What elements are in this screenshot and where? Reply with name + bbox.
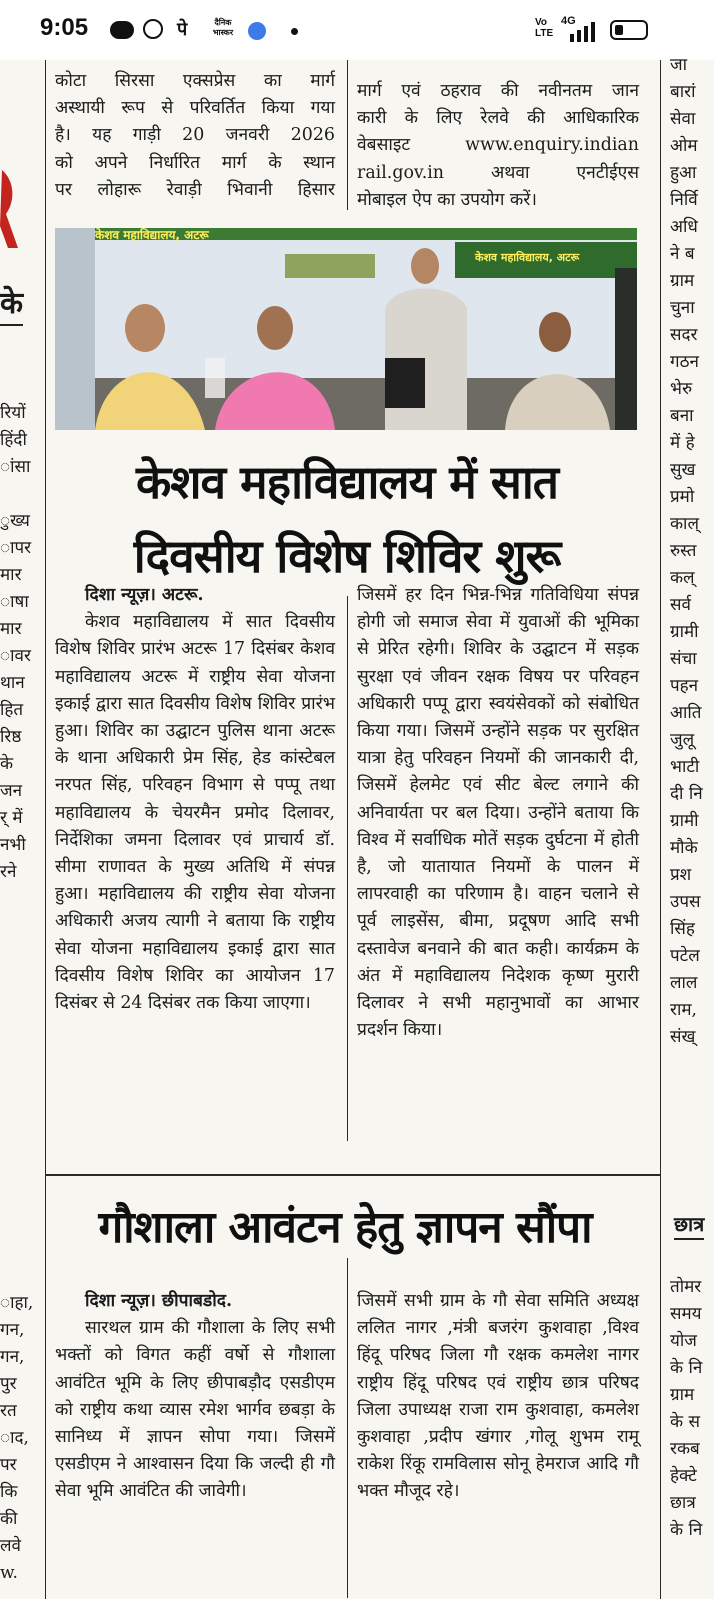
banner-text-left: केशव महाविद्यालय, अटरू [95, 228, 209, 242]
signal-icon [568, 22, 596, 42]
cropped-text-line: ग्रामी [670, 811, 699, 831]
cropped-text-line: जा [670, 55, 688, 75]
cropped-text-line: निर्वि [670, 190, 698, 210]
volte-icon: Vo LTE [535, 17, 554, 39]
column-rule [347, 1258, 348, 1598]
cropped-text-line: ावर [0, 646, 31, 666]
right-column-fragment-top [670, 52, 714, 1051]
cropped-text-line: रियों [0, 403, 26, 423]
cropped-text-line: ग्रामी [670, 622, 699, 642]
cropped-text-line: भेरु [670, 379, 693, 399]
cropped-text-line: ाद, [0, 1428, 29, 1448]
cropped-text-line: के [0, 754, 14, 774]
cropped-text-line: ाषा [0, 592, 29, 612]
phonepe-icon: पे [177, 19, 188, 39]
article1-col2-body: जिसमें हर दिन भिन्न-भिन्न गतिविधिया संपन्न होगी जो समाज सेवा में युवाओं की भूमिका से प्रेरित रहेगी। शिविर के उद्घाटन में सड़क सुरक्षा एवं जीवन रक्षक विषय पर परिवहन अधिकारी पप्पू द्वारा स्वयंसेवकों को संबोधित किया गया। जिसमें उन्होंने सड़क पर सुरक्षित यात्रा हेतु परिवहन नियमों की जानकारी दी, जिसमें हेलमेट एवं सीट बेल्ट लगाने की अनिवार्यता पर बल दिया। उन्होंने बताया कि विश्व में सर्वाधिक मोतें सड़क दुर्घटना में होती है, जो यातायात नियमों के पालन में लापरवाही का परिणाम है। वाहन चलाने से पूर्व लाइसेंस, बीमा, प्रदूषण आदि सभी दस्तावेज बनवाने की बात कही। कार्यक्रम के अंत में महाविद्यालय निदेशक कृष्ण मुरारी दिलावर ने सभी महानुभावों का आभार प्रदर्शन किया। [357, 585, 639, 1041]
cropped-text-line: नभी [0, 835, 26, 855]
cropped-text-line: समय [670, 1304, 702, 1324]
cropped-text-line: हेक्टे [670, 1466, 697, 1486]
article2-headline: गौशाला आवंटन हेतु ज्ञापन सौंपा [98, 1202, 592, 1253]
cropped-text-line: हिंदी [0, 430, 27, 450]
cropped-text-line: ापर [0, 538, 32, 558]
cropped-text-line: में हे [670, 433, 695, 453]
cropped-text-line: रिष्ठ [0, 727, 22, 747]
cropped-text-line: काल् [670, 514, 699, 534]
cropped-text-line: जुलू [670, 730, 695, 750]
right-column-fragment-bottom [670, 1274, 714, 1544]
column-rule [347, 596, 348, 1141]
top-article-col1: कोटा सिरसा एक्सप्रेस का मार्ग अस्थायी रूप से परिवर्तित किया गया है। यह गाड़ी 20 जनवरी 2026 को अपने निर्धारित मार्ग के स्थान पर लोहारू रेवाड़ी भिवानी हिसार [55, 71, 335, 200]
status-bar [0, 0, 714, 60]
article-divider [46, 1174, 660, 1176]
cropped-text-line: सुख [670, 460, 696, 480]
cropped-text-line: पर [0, 1455, 17, 1475]
cropped-text-line: थान [0, 673, 25, 693]
column-rule [347, 60, 348, 210]
article2-col1 [55, 1288, 335, 1506]
cropped-text-line: ने ब [670, 244, 695, 264]
cropped-text-line: मौके [670, 838, 698, 858]
cropped-text-line: रुस्त [670, 541, 697, 561]
left-column-fragment-bottom [0, 1290, 34, 1587]
cropped-text-line: ग्राम [670, 271, 695, 291]
article1-headline: केशव महाविद्यालय में सात दिवसीय विशेष शिविर शुरू [133, 455, 561, 583]
cropped-text-line [0, 481, 30, 508]
cropped-text-line: मार [0, 619, 22, 639]
more-notifications-icon [291, 28, 298, 35]
cropped-text-line: बारां [670, 82, 696, 102]
battery-icon [610, 20, 648, 40]
cropped-text-line: बना [670, 406, 694, 426]
cropped-text-line: कि [0, 1482, 18, 1502]
banner-text-right: केशव महाविद्यालय, अटरू [475, 251, 580, 264]
cropped-text-line: सिंह [670, 919, 695, 939]
cropped-text-line: रकब [670, 1439, 700, 1459]
cropped-text-line: संख् [670, 1027, 696, 1047]
cropped-text-line: जन [0, 781, 23, 801]
cropped-text-line: ओम [670, 136, 698, 156]
top-article-col2: मार्ग एवं ठहराव की नवीनतम जान कारी के लिए रेलवे की आधिकारिक वेबसाइट www.enquiry.indian rail.gov.in अथवा एनटीईएस मोबाइल ऐप का उपयोग करें। [357, 81, 639, 210]
newspaper-page [0, 55, 714, 1599]
article1-col1 [55, 582, 335, 1017]
article2-col1-body: सारथल ग्राम की गौशाला के लिए सभी भक्तों को विगत कहीं वर्षो से गौशाला आवंटित भूमि के लिए छीपाबड़ौद एसडीएम को राष्ट्रीय कथा व्यास रमेश भार्गव छबड़ा के सानिध्य में ज्ञापन सोपा गया। जिसमें एसडीएम ने आश्वासन दिया कि जल्दी ही गौ सेवा भूमि आवंटित की जावेगी। [55, 1318, 335, 1502]
cropped-text-line: सेवा [670, 109, 696, 129]
cropped-text-line: राम, [670, 1000, 697, 1020]
cropped-text-line: की [0, 1509, 18, 1529]
column-rule [660, 60, 661, 1599]
cropped-text-line: हित [0, 700, 24, 720]
cropped-text-line: पुर [0, 1374, 17, 1394]
cropped-text-line: योज [670, 1331, 697, 1351]
cropped-text-line: ग्राम [670, 1385, 695, 1405]
cropped-text-line: दी नि [670, 784, 703, 804]
cropped-text-line: प्रमो [670, 487, 695, 507]
cropped-text-line: प्रश [670, 865, 692, 885]
cropped-text-line: र् में [0, 808, 23, 828]
right-heading-fragment: छात्र [674, 1210, 704, 1240]
article2-col2 [357, 1288, 639, 1506]
cropped-text-line: हुआ [670, 163, 697, 183]
cropped-text-line: ाहा, [0, 1293, 34, 1313]
app-notification-icon [248, 22, 266, 40]
cropped-text-line: लाल [670, 973, 698, 993]
cropped-text-line: गन, [0, 1347, 25, 1367]
article2-col2-body: जिसमें सभी ग्राम के गौ सेवा समिति अध्यक्ष ललित नागर ,मंत्री बजरंग कुशवाहा ,विश्व हिंदू परिषद जिला गौ रक्षक कमलेश नागर राष्ट्रीय हिंदू परिषद एवं राष्ट्रीय छात्र परिषद जिला उपाध्यक्ष राजा राम कुशवाहा, कमलेश कुशवाहा ,प्रदीप खंगार ,गोलू शुभम रामू राकेश रिंकू रामविलास सोनू हेमराज आदि गौ भक्त मौजूद रहे। [357, 1291, 639, 1502]
cropped-text-line: ुख्य [0, 511, 30, 531]
cropped-text-line: रत [0, 1401, 17, 1421]
network-4g-icon: 4G [561, 15, 576, 27]
cropped-text-line: मार [0, 565, 22, 585]
cropped-text-line: ांसा [0, 457, 31, 477]
article1-col1-body: केशव महाविद्यालय में सात दिवसीय विशेष शिविर प्रारंभ अटरू 17 दिसंबर केशव महाविद्यालय अटरू में राष्ट्रीय सेवा योजना इकाई द्वारा सात दिवसीय विशेष शिविर प्रारंभ हुआ। शिविर का उद्घाटन पुलिस थाना अटरू के थाना अधिकारी प्रेम सिंह, हेड कांस्टेबल नरपत सिंह, परिवहन विभाग से पप्पू तथा महाविद्यालय के चेयरमैन प्रमोद दिलावर, निर्देशिका जमना दिलावर एवं प्राचार्य डॉ. सीमा राणावत के मुख्य अतिथि में संपन्न हुआ। महाविद्यालय की राष्ट्रीय सेवा योजना अधिकारी अजय त्यागी ने बताया कि राष्ट्रीय सेवा योजना महाविद्यालय इकाई द्वारा सात दिवसीय विशेष शिविर का आयोजन 17 दिसंबर से 24 दिसंबर तक किया जाएगा। [55, 612, 335, 1014]
cropped-text-line: गठन [670, 352, 699, 372]
cropped-text-line: छात्र [670, 1493, 696, 1513]
cropped-text-line: चुना [670, 298, 695, 318]
cropped-text-line: आति [670, 703, 702, 723]
red-masthead-fragment [0, 170, 20, 250]
cropped-text-line: w. [0, 1563, 18, 1583]
cropped-text-line: सर्व [670, 595, 691, 615]
article2-dateline: दिशा न्यूज़। छीपाबडोद. [85, 1291, 232, 1311]
cropped-text-line: भाटी [670, 757, 700, 777]
cropped-text-line: कल् [670, 568, 695, 588]
cropped-text-line: के नि [670, 1520, 703, 1540]
cropped-text-line: अधि [670, 217, 698, 237]
left-column-fragment-top [0, 400, 30, 886]
clock: 9:05 [40, 14, 89, 41]
cropped-text-line: लवे [0, 1536, 21, 1556]
article1-col2 [357, 582, 639, 1044]
article1-dateline: दिशा न्यूज़। अटरू. [85, 585, 204, 605]
whatsapp-icon [143, 19, 163, 39]
cropped-text-line: पहन [670, 676, 699, 696]
cropped-text-line: पटेल [670, 946, 700, 966]
newspaper-app-icon: दैनिक भास्कर [212, 18, 234, 37]
cropped-text-line: के नि [670, 1358, 703, 1378]
cropped-text-line: के स [670, 1412, 700, 1432]
event-photo [55, 228, 637, 430]
cropped-text-line: सदर [670, 325, 698, 345]
cropped-text-line: संचा [670, 649, 697, 669]
cropped-text-line: गन, [0, 1320, 25, 1340]
cropped-text-line: रने [0, 862, 17, 882]
column-rule [45, 60, 46, 1599]
chat-icon [110, 21, 134, 39]
cropped-text-line: तोमर [670, 1277, 702, 1297]
left-heading-fragment: के [0, 284, 23, 326]
cropped-text-line: उपस [670, 892, 701, 912]
